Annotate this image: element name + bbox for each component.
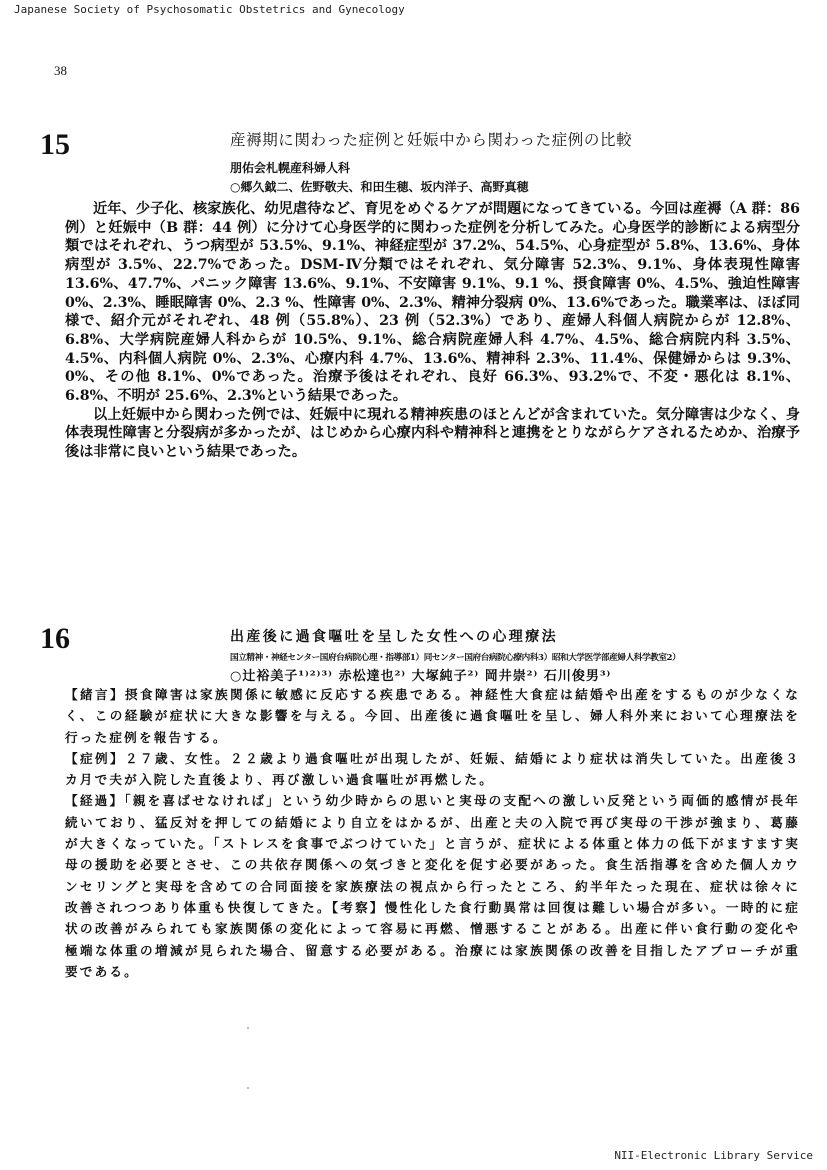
section-label-discussion: 【考察】 bbox=[331, 899, 385, 915]
section-text-course: 「親を喜ばせなければ」という幼少時からの思いと実母の支配への激しい反発という両価的感情が長年続いており、猛反対を押しての結婚により自立をはかるが、出産と夫の入院で再び実母の干渉が強まり、葛藤が大きくなっていた。「ストレスを食事でぶつけていた」と言うが、症状による体重と体力の低下がますます実母の援助を必要とさせ、この共依存関係への気づきと変化を促す必要があった。食生活指導を含めた個人カウンセリングと実母を含めての合同面接を家族療法の視点から行ったところ、約半年たった現在、症状は徐々に改善されつつあり体重も快復してきた。 bbox=[65, 793, 800, 915]
section-text-case: ２７歳、女性。２２歳より過食嘔吐が出現したが、妊娠、結婚により症状は消失していた。出産後３カ月で夫が入院した直後より、再び激しい過食嘔吐が再燃した。 bbox=[65, 750, 801, 788]
scan-artifact bbox=[247, 1027, 249, 1029]
section-label-case: 【症例】 bbox=[65, 750, 126, 766]
abstract-affiliation: 朋佑会札幌産科婦人科 bbox=[230, 161, 351, 175]
scan-artifact bbox=[247, 1087, 249, 1089]
footer-service: NII-Electronic Library Service bbox=[614, 1149, 813, 1162]
abstract-authors: ○辻裕美子¹⁾²⁾³⁾ 赤松達也²⁾ 大塚純子²⁾ 岡井崇²⁾ 石川俊男³⁾ bbox=[230, 669, 612, 684]
section-text-intro: 摂食障害は家族関係に敏感に反応する疾患である。神経性大食症は結婚や出産をするものが少なくなく、この経験が症状に大きな影響を与える。今回、出産後に過食嘔吐を呈し、婦人科外来において心理療法を行った症例を報告する。 bbox=[65, 687, 801, 745]
abstract-15 bbox=[40, 128, 800, 500]
section-label-intro: 【緒言】 bbox=[65, 687, 126, 702]
abstract-16 bbox=[40, 622, 800, 1012]
abstract-body bbox=[65, 684, 800, 982]
abstract-number: 16 bbox=[40, 622, 70, 655]
page-number: 38 bbox=[54, 63, 67, 78]
body-paragraph: 以上妊娠中から関わった例では、妊娠中に現れる精神疾患のほとんどが含まれていた。気分障害は少なく、身体表現性障害と分裂病が多かったが、はじめから心療内科や精神科と連携をとりながらケアされるためか、治療予後は非常に良いという結果であった。 bbox=[65, 406, 800, 461]
abstract-body bbox=[65, 200, 800, 462]
abstract-title: 出産後に過食嘔吐を呈した女性への心理療法 bbox=[230, 629, 558, 645]
abstract-title: 産褥期に関わった症例と妊娠中から関わった症例の比較 bbox=[230, 131, 633, 149]
header-society: Japanese Society of Psychosomatic Obstetrics and Gynecology bbox=[14, 3, 405, 16]
body-paragraph: 近年、少子化、核家族化、幼児虐待など、育児をめぐるケアが問題になってきている。今回は産褥（A 群：86 例）と妊娠中（B 群：44 例）に分けて心身医学的に関わった症例を分析してみた。心身医学的診断による病型分類ではそれぞれ、うつ病型が 53.5%、9.1%、神経症型が 37.2%、54.5%、心身症型が 5.8%、13.6%、身体病型が 3.5%、22.7%であった。DSM-Ⅳ分類ではそれぞれ、気分障害 52.3%、9.1%、身体表現性障害 13.6%、47.7%、パニック障害 13.6%、9.1%、不安障害 9.1%、9.1 %、摂食障害 0%、4.5%、強迫性障害 0%、2.3%、睡眠障害 0%、2.3 %、性障害 0%、2.3%、精神分裂病 0%、13.6%であった。職業率は、ほぼ同様で、紹介元がそれぞれ、48 例（55.8%）、23 例（52.3%）であり、産婦人科個人病院からが 12.8%、6.8%、大学病院産婦人科からが 10.5%、9.1%、総合病院産婦人科 4.7%、4.5%、総合病院内科 3.5%、4.5%、内科個人病院 0%、2.3%、心療内科 4.7%、13.6%、精神科 2.3%、11.4%、保健婦からは 9.3%、0%、その他 8.1%、0%であった。治療予後はそれぞれ、良好 66.3%、93.2%で、不変・悪化は 8.1%、6.8%、不明が 25.6%、2.3%という結果であった。 bbox=[65, 201, 800, 405]
section-label-course: 【経過】 bbox=[65, 793, 125, 809]
section-text-discussion: 慢性化した食行動異常は回復は難しい場合が多い。一時的に症状の改善がみられても家族関係の変化によって容易に再燃、憎悪することがある。出産に伴い食行動の変化や極端な体重の増減が見られた場合、留意する必要がある。治療には家族関係の改善を目指したアプローチが重要である。 bbox=[65, 899, 800, 979]
abstract-number: 15 bbox=[40, 128, 70, 161]
abstract-authors: ○郷久鉞二、佐野敬夫、和田生穂、坂内洋子、高野真穂 bbox=[230, 180, 529, 194]
abstract-affiliation: 国立精神・神経センター国府台病院心理・指導部1）同センター国府台病院心療内科3）昭和大学医学部産婦人科学教室2） bbox=[230, 653, 681, 663]
